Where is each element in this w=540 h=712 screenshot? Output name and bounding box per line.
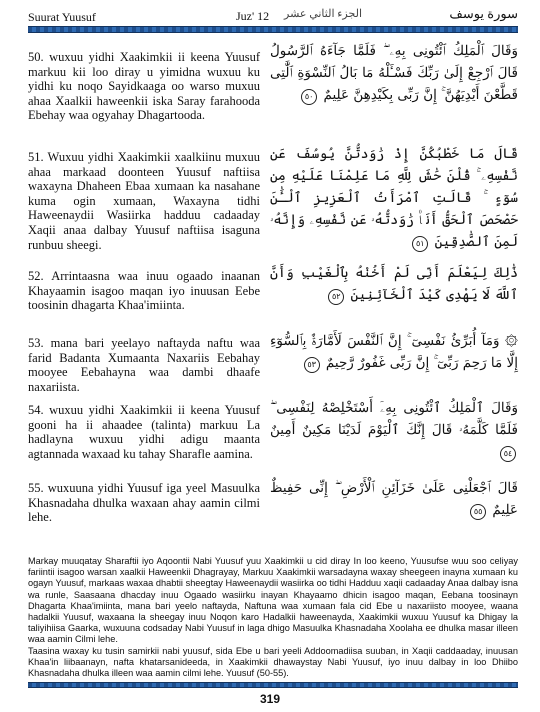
page-number: 319 <box>259 692 281 706</box>
verse-55-somali: 55. wuxuuna yidhi Yuusuf iga yeel Masuulka Khasnadaha dhulka waxaan ahay aamin cilmi lehe. <box>28 481 260 525</box>
commentary-paragraph-1: Markay muuqatay Sharaftii iyo Aqoontii Nabi Yuusuf yuu Xaakimkii u cid diray In loo keeno, Yuusufse wuu soo celiyay fariintii isagoo warsan xaalkii Haweenkii Dhagrayay, Markuu Xaakimkii warsadayna waxay sheegeen inayna xumaan ku ogayn Yuusuf, markaas waxaa dhabtii sheegtay Haweenaydii wasiirka oo tidhi Hadduu xaqii cadaaday Anaa dalbay isna wa runle, Saasaana dhacday inuu Ogaado wasiirku inayan Khayaamo dhicin isagoo maqan, Eebana toosinayn Dhagarta Khaa'imiinta, mana bari yeelo naftayda, Naftuna waa xumaan fala cid Ebe u naxariisto mooyee, waana hadalkii Yuusuf, waxaana la sheegay inuu Noqon karo Hadalkii haweenayda, Xaakimkii wuxuu Yuusuf ka Dhigay la taliyihiisa Gaarka, wuxuuna codsaday Nabi Yuusuf in laga dhigo Masuulka Khasnadaha Xoolaha ee dhulka masar illeen waa aamin Cilmi lehe. <box>28 556 518 645</box>
verse-52-somali: 52. Arrintaasna waa inuu ogaado inaanan Khayaamin isagoo maqan iyo inuusan Eebe toosinin dhagarta Khaa'imiinta. <box>28 269 260 313</box>
juz-label: Juz' 12 <box>236 9 270 23</box>
verse-53-arabic-text: ۞ وَمَآ أُبَرِّئُ نَفْسِىٓ ۚ إِنَّ ٱلنَّفْسَ لَأَمَّارَةٌۢ بِٱلسُّوٓءِ إِلَّا مَا رَحِمَ رَبِّىٓ ۚ إِنَّ رَبِّى غَفُورٌ رَّحِيمٌ <box>270 333 518 371</box>
verse-53-arabic <box>270 330 518 374</box>
surah-name-latin: Suurat Yuusuf <box>28 10 96 24</box>
verse-51-somali: 51. Wuxuu yidhi Xaakimkii xaalkiinu muxuu ahaa markaad doonteen Yuusuf naftiisa waxayna Dhaheen Ebaa xumaan ka nasahane kuma ogin xumaan, Waxayna tidhi Haweenaydii Wasiirka hadduu cadaaday Xaqii anaa dalbay Yuusuf naftiisa isaguna runbuu sheegi. <box>28 150 260 252</box>
verse-number-marker: ٥٣ <box>304 357 320 373</box>
surah-name-arabic: سورة يوسف <box>449 6 518 21</box>
verse-number-marker: ٥٥ <box>470 504 486 520</box>
page-header <box>28 6 518 28</box>
verse-54-somali: 54. wuxuu yidhi Xaakimkii ii keena Yuusuf gooni ha ii ahaadee (talinta) markuu La hadlayna wuxuu yidhi adigu maanta agtannada waxaad ku tahay Sharafle aamina. <box>28 403 260 461</box>
commentary-block <box>28 556 518 679</box>
verse-53-somali: 53. mana bari yeelayo naftayda naftu waa farid Badanta Xumaanta Naxariis Eebahay mooyee Eebahayna waa dambi dhaafe naxariista. <box>28 336 260 394</box>
verse-number-marker: ٥٠ <box>301 89 317 105</box>
verse-52-arabic <box>270 262 518 306</box>
verse-number-marker: ٥١ <box>412 236 428 252</box>
verse-50-somali: 50. wuxuu yidhi Xaakimkii ii keena Yuusuf markuu kii loo diray u yimidna wuxuu ku yidhi ku noqo Sayidkaaga oo warso muxuu ahaa Xaalkii haweenkii iska Saray farahooda Ebehay waa ogyahay Dhagartooda. <box>28 50 260 123</box>
header-ornament-bar <box>28 26 518 33</box>
commentary-paragraph-2-text: Taasina waxay ku tusin samirkii nabi yuusuf, sida Ebe u bari yeeli Addoomadiisa suuban, in Xaqii caddaaday, inuusan Khaa'in liibaanayn, nafta khatarsanideeda, in Xaakimkii dhawaystay Nabi Yuusuf, iyo inuu dalbay in loo Dhiibo Khasnadaha dhulka illeen waa aamin cilmi lehe. <box>28 645 518 679</box>
commentary-reference: Yuusuf (50-55). <box>226 668 289 679</box>
verse-54-arabic <box>270 397 518 463</box>
verse-50-arabic <box>270 40 518 106</box>
verse-50-arabic-text: وَقَالَ ٱلْمَلِكُ ٱئْتُونِى بِهِۦ ۖ فَلَمَّا جَآءَهُ ٱلرَّسُولُ قَالَ ٱرْجِعْ إِلَىٰ رَبِّكَ فَسْـَٔلْهُ مَا بَالُ ٱلنِّسْوَةِ ٱلَّٰتِى قَطَّعْنَ أَيْدِيَهُنَّ ۚ إِنَّ رَبِّى بِكَيْدِهِنَّ عَلِيمٌ <box>270 43 518 103</box>
verse-number-marker: ٥٤ <box>500 446 516 462</box>
footer-ornament-bar <box>28 682 518 688</box>
verse-55-arabic-text: قَالَ ٱجْعَلْنِى عَلَىٰ خَزَآئِنِ ٱلْأَرْضِ ۖ إِنِّى حَفِيظٌ عَلِيمٌ <box>270 480 518 518</box>
verse-51-arabic <box>270 143 518 253</box>
commentary-paragraph-2 <box>28 646 518 680</box>
juz-label-arabic: الجزء الثاني عشر <box>284 8 363 20</box>
verse-52-arabic-text: ذَٰلِكَ لِيَعْلَمَ أَنِّى لَمْ أَخُنْهُ بِٱلْغَيْبِ وَأَنَّ ٱللَّهَ لَا يَهْدِى كَيْدَ ٱلْخَآئِنِينَ <box>270 265 518 303</box>
verse-51-arabic-text: قَالَ مَا خَطْبُكُنَّ إِذْ رَٰوَدتُّنَّ يُوسُفَ عَن نَّفْسِهِۦ ۚ قُلْنَ حَٰشَ لِلَّهِ مَا عَلِمْنَا عَلَيْهِ مِن سُوٓءٍ ۚ قَالَتِ ٱمْرَأَتُ ٱلْعَزِيزِ ٱلْـَٰٔنَ حَصْحَصَ ٱلْحَقُّ أَنَا۠ رَٰوَدتُّهُۥ عَن نَّفْسِهِۦ وَإِنَّهُۥ لَمِنَ ٱلصَّٰدِقِينَ <box>270 146 518 250</box>
verse-54-arabic-text: وَقَالَ ٱلْمَلِكُ ٱئْتُونِى بِهِۦٓ أَسْتَخْلِصْهُ لِنَفْسِى ۖ فَلَمَّا كَلَّمَهُۥ قَالَ إِنَّكَ ٱلْيَوْمَ لَدَيْنَا مَكِينٌ أَمِينٌ <box>270 400 518 438</box>
verse-55-arabic <box>270 477 518 521</box>
verse-number-marker: ٥٢ <box>328 289 344 305</box>
